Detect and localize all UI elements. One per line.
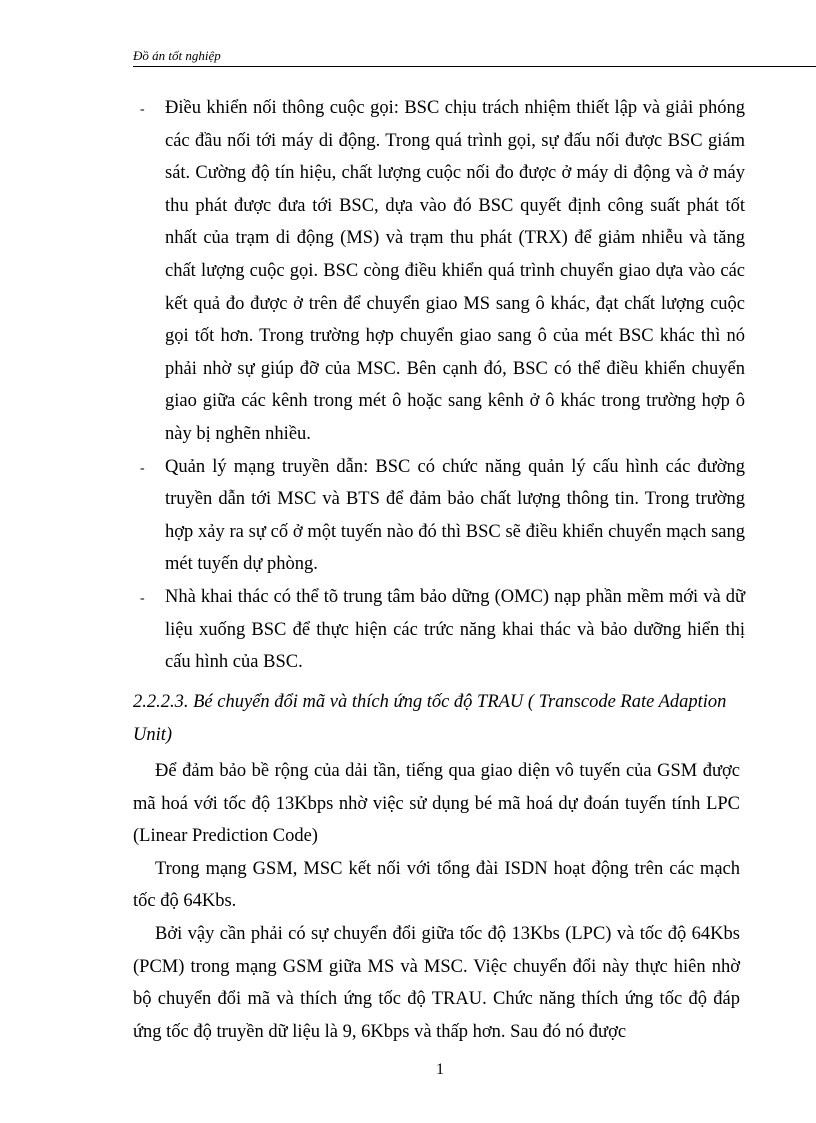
header-title: Đồ án tốt nghiệp: [133, 48, 221, 63]
body-text: [133, 755, 740, 1048]
page-header: [133, 48, 816, 67]
list-item-text: Quản lý mạng truyền dẫn: BSC có chức năng quản lý cấu hình các đường truyền dẫn tới MSC và BTS để đảm bảo chất lượng thông tin. Trong trường hợp xảy ra sự cố ở một tuyến nào đó thì BSC sẽ điều khiển chuyển mạch sang mét tuyến dự phòng.: [165, 456, 745, 575]
dash-bullet-icon: -: [140, 102, 145, 117]
paragraph: Trong mạng GSM, MSC kết nối với tổng đài ISDN hoạt động trên các mạch tốc độ 64Kbs.: [133, 858, 740, 912]
page-number: 1: [436, 1061, 444, 1078]
list-item: [133, 92, 745, 451]
paragraph: Để đảm bảo bề rộng của dải tần, tiếng qua giao diện vô tuyến của GSM được mã hoá với tốc độ 13Kbps nhờ việc sử dụng bé mã hoá dự đoán tuyến tính LPC (Linear Prediction Code): [133, 761, 740, 847]
list-item-text: Nhà khai thác có thể tõ trung tâm bảo dững (OMC) nạp phần mềm mới và dữ liệu xuống BSC để thực hiện các trức năng khai thác và bảo dưỡng hiển thị cấu hình của BSC.: [165, 586, 745, 673]
dash-bullet-icon: -: [140, 460, 145, 476]
list-item: [133, 581, 745, 679]
section-heading: 2.2.2.3. Bé chuyển đổi mã và thích ứng tốc độ TRAU ( Transcode Rate Adaption Unit): [133, 692, 727, 745]
list-item: [133, 451, 745, 581]
dash-bullet-icon: -: [140, 590, 145, 606]
paragraph: Bởi vậy cần phải có sự chuyển đổi giữa tốc độ 13Kbs (LPC) và tốc độ 64Kbs (PCM) trong mạng GSM giữa MS và MSC. Việc chuyển đổi này thực hiên nhờ bộ chuyển đổi mã và thích ứng tốc độ TRAU. Chức năng thích ứng tốc độ đáp ứng tốc độ truyền dữ liệu là 9, 6Kbps và thấp hơn. Sau đó nó được: [133, 923, 740, 1042]
bullet-list: [133, 92, 745, 679]
list-item-text: Điều khiển nối thông cuộc gọi: BSC chịu trách nhiệm thiết lập và giải phóng các đầu nối tới máy di động. Trong quá trình gọi, sự đấu nối được BSC giám sát. Cường độ tín hiệu, chất lượng cuộc nối đo được ở máy di động và ở máy thu phát được đưa tới BSC, dựa vào đó BSC quyết định công suất phát tốt nhất của trạm di động (MS) và trạm thu phát (TRX) để giảm nhiễu và tăng chất lượng cuộc gọi. BSC còng điều khiển quá trình chuyển giao dựa vào các kết quả đo được ở trên để chuyển giao MS sang ô khác, đạt chất lượng cuộc gọi tốt hơn. Trong trường hợp chuyển giao sang ô của mét BSC khác thì nó phải nhờ sự giúp đỡ của MSC. Bên cạnh đó, BSC có thể điều khiển chuyển giao giữa các kênh trong mét ô hoặc sang kênh ở ô khác trong trường hợp ô này bị nghẽn nhiều.: [165, 98, 745, 444]
